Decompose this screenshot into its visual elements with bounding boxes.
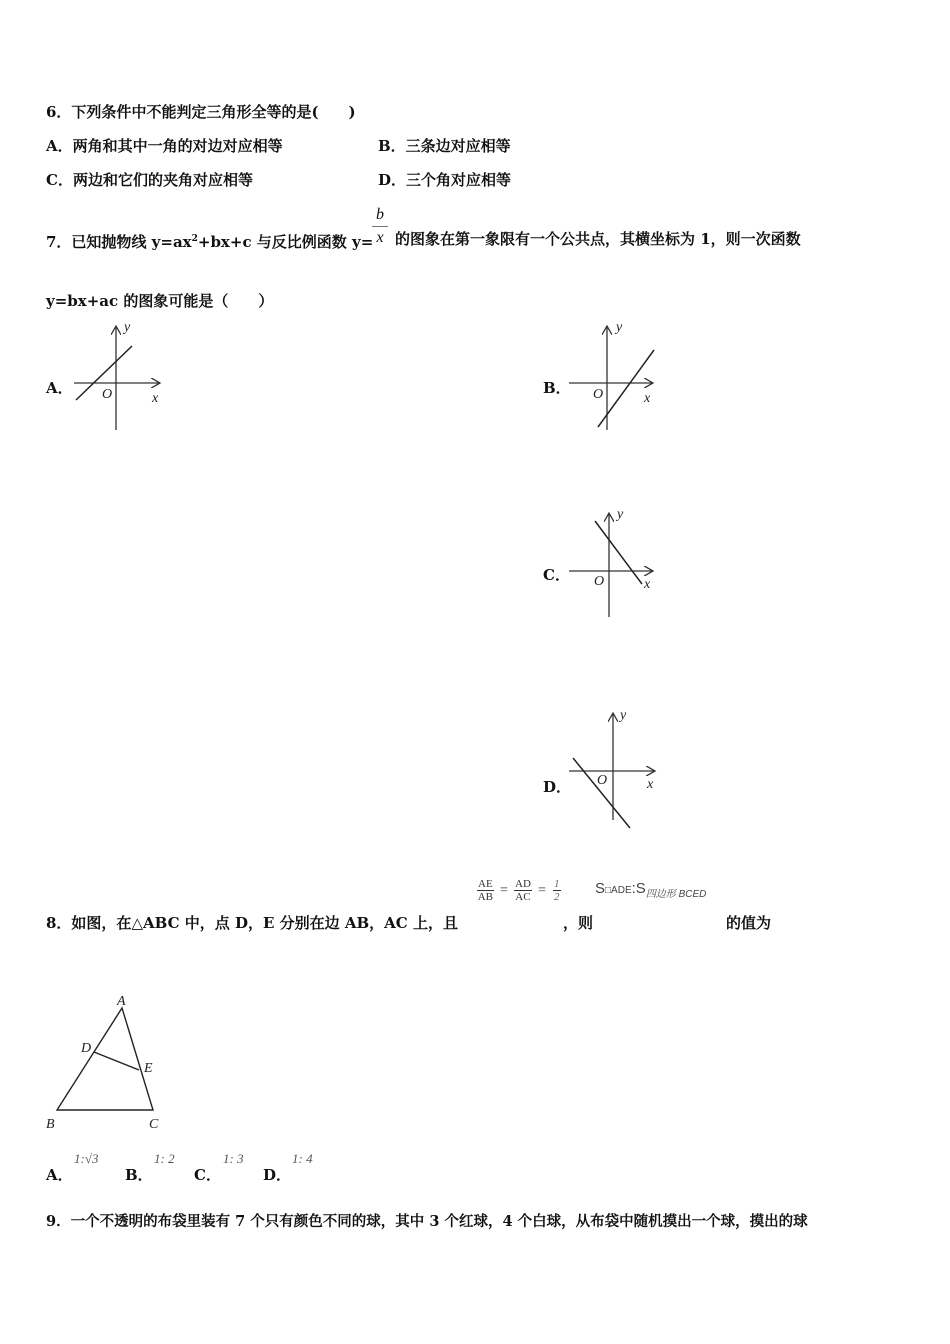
q7c-y-label: y <box>617 507 624 522</box>
q7b-x-label: x <box>644 391 651 406</box>
q8-s2-sub: 四边形 BCED <box>645 889 707 900</box>
q7-graph-c <box>565 505 665 620</box>
q8-triangle-figure <box>40 990 175 1135</box>
q7a-origin-label: O <box>102 387 113 402</box>
q8-frac3-den: 2 <box>554 891 560 903</box>
q7-stem-line2: y=bx+ac 的图象可能是（ ） <box>46 292 274 310</box>
q8-equals-1: = <box>500 883 508 898</box>
q8-option-b: B． <box>125 1166 153 1184</box>
q8-frac-half <box>553 878 561 903</box>
q6-option-d: D．三个角对应相等 <box>378 171 512 189</box>
q7-stem-pre: 7．已知抛物线 y=ax <box>46 233 192 251</box>
q8-frac1-den: AB <box>477 891 493 903</box>
q7b-origin-label: O <box>593 387 604 402</box>
q7a-x-label: x <box>152 391 159 406</box>
q6-option-b: B．三条边对应相等 <box>378 137 511 155</box>
q7-sup: 2 <box>191 234 198 244</box>
q7d-y-label: y <box>620 708 627 723</box>
q8-frac-ae-ab <box>477 878 494 903</box>
q8-value-b: 1: 2 <box>154 1151 175 1166</box>
q8-frac1-num: AE <box>478 878 493 890</box>
q7-stem-post: 的图象在第一象限有一个公共点，其横坐标为 1，则一次函数 <box>395 230 801 248</box>
q8-frac2-den: AC <box>515 891 531 903</box>
q7b-y-label: y <box>616 320 623 335</box>
q8-stem-pre: 8．如图，在△ABC 中，点 D，E 分别在边 AB，AC 上，且 <box>46 914 458 932</box>
q8-s1-sub: □ADE <box>605 885 632 896</box>
q7-stem-mid: +bx+c 与反比例函数 y= <box>197 233 374 251</box>
q8-stem-mid: ，则 <box>563 914 594 932</box>
q8-area-ratio <box>595 880 706 898</box>
q7c-x-label: x <box>644 577 651 592</box>
q9-stem: 9．一个不透明的布袋里装有 7 个只有颜色不同的球，其中 3 个红球，4 个白球，从布袋中随机摸出一个球，摸出的球 <box>46 1213 808 1230</box>
q8-option-d: D． <box>263 1166 292 1184</box>
q7-graph-b <box>565 318 665 433</box>
q7-option-a-label: A． <box>46 379 73 397</box>
q7-graph-d <box>565 705 665 830</box>
q8-label-e: E <box>144 1061 153 1076</box>
q7d-origin-label: O <box>597 773 608 788</box>
q7a-y-label: y <box>124 320 131 335</box>
q6-stem: 6．下列条件中不能判定三角形全等的是( ) <box>46 103 356 121</box>
q8-value-d: 1: 4 <box>292 1151 313 1166</box>
q8-frac3-num: 1 <box>554 878 560 890</box>
q8-option-c: C． <box>194 1166 221 1184</box>
q8-option-a: A． <box>46 1166 73 1184</box>
q8-label-c: C <box>149 1117 159 1132</box>
q7-frac-num: b <box>376 206 384 223</box>
q8-value-c: 1: 3 <box>223 1151 244 1166</box>
q7-option-c-label: C． <box>543 566 570 584</box>
q8-label-b: B <box>46 1117 55 1132</box>
q7-option-b-label: B． <box>543 379 571 397</box>
q8-label-d: D <box>81 1041 92 1056</box>
q8-s2: S <box>635 880 646 897</box>
q8-frac2-num: AD <box>515 878 531 890</box>
q7-fraction <box>370 205 390 248</box>
q8-s1: S <box>595 880 606 897</box>
q7-frac-den: x <box>376 229 384 246</box>
q7-stem-line1 <box>46 230 373 251</box>
q7d-x-label: x <box>647 777 654 792</box>
q6-option-c: C．两边和它们的夹角对应相等 <box>46 171 253 189</box>
q7-option-d-label: D． <box>543 778 572 796</box>
q7-graph-a <box>70 318 170 433</box>
q8-equals-2: = <box>538 883 546 898</box>
q8-label-a: A <box>117 994 126 1009</box>
q8-value-a: 1:√3 <box>74 1151 99 1166</box>
q8-stem-post: 的值为 <box>726 914 772 932</box>
q8-ratio-colon: : <box>631 880 636 897</box>
q6-option-a: A．两角和其中一角的对边对应相等 <box>46 137 283 155</box>
q8-frac-ad-ac <box>514 878 532 903</box>
q7c-origin-label: O <box>594 574 605 589</box>
